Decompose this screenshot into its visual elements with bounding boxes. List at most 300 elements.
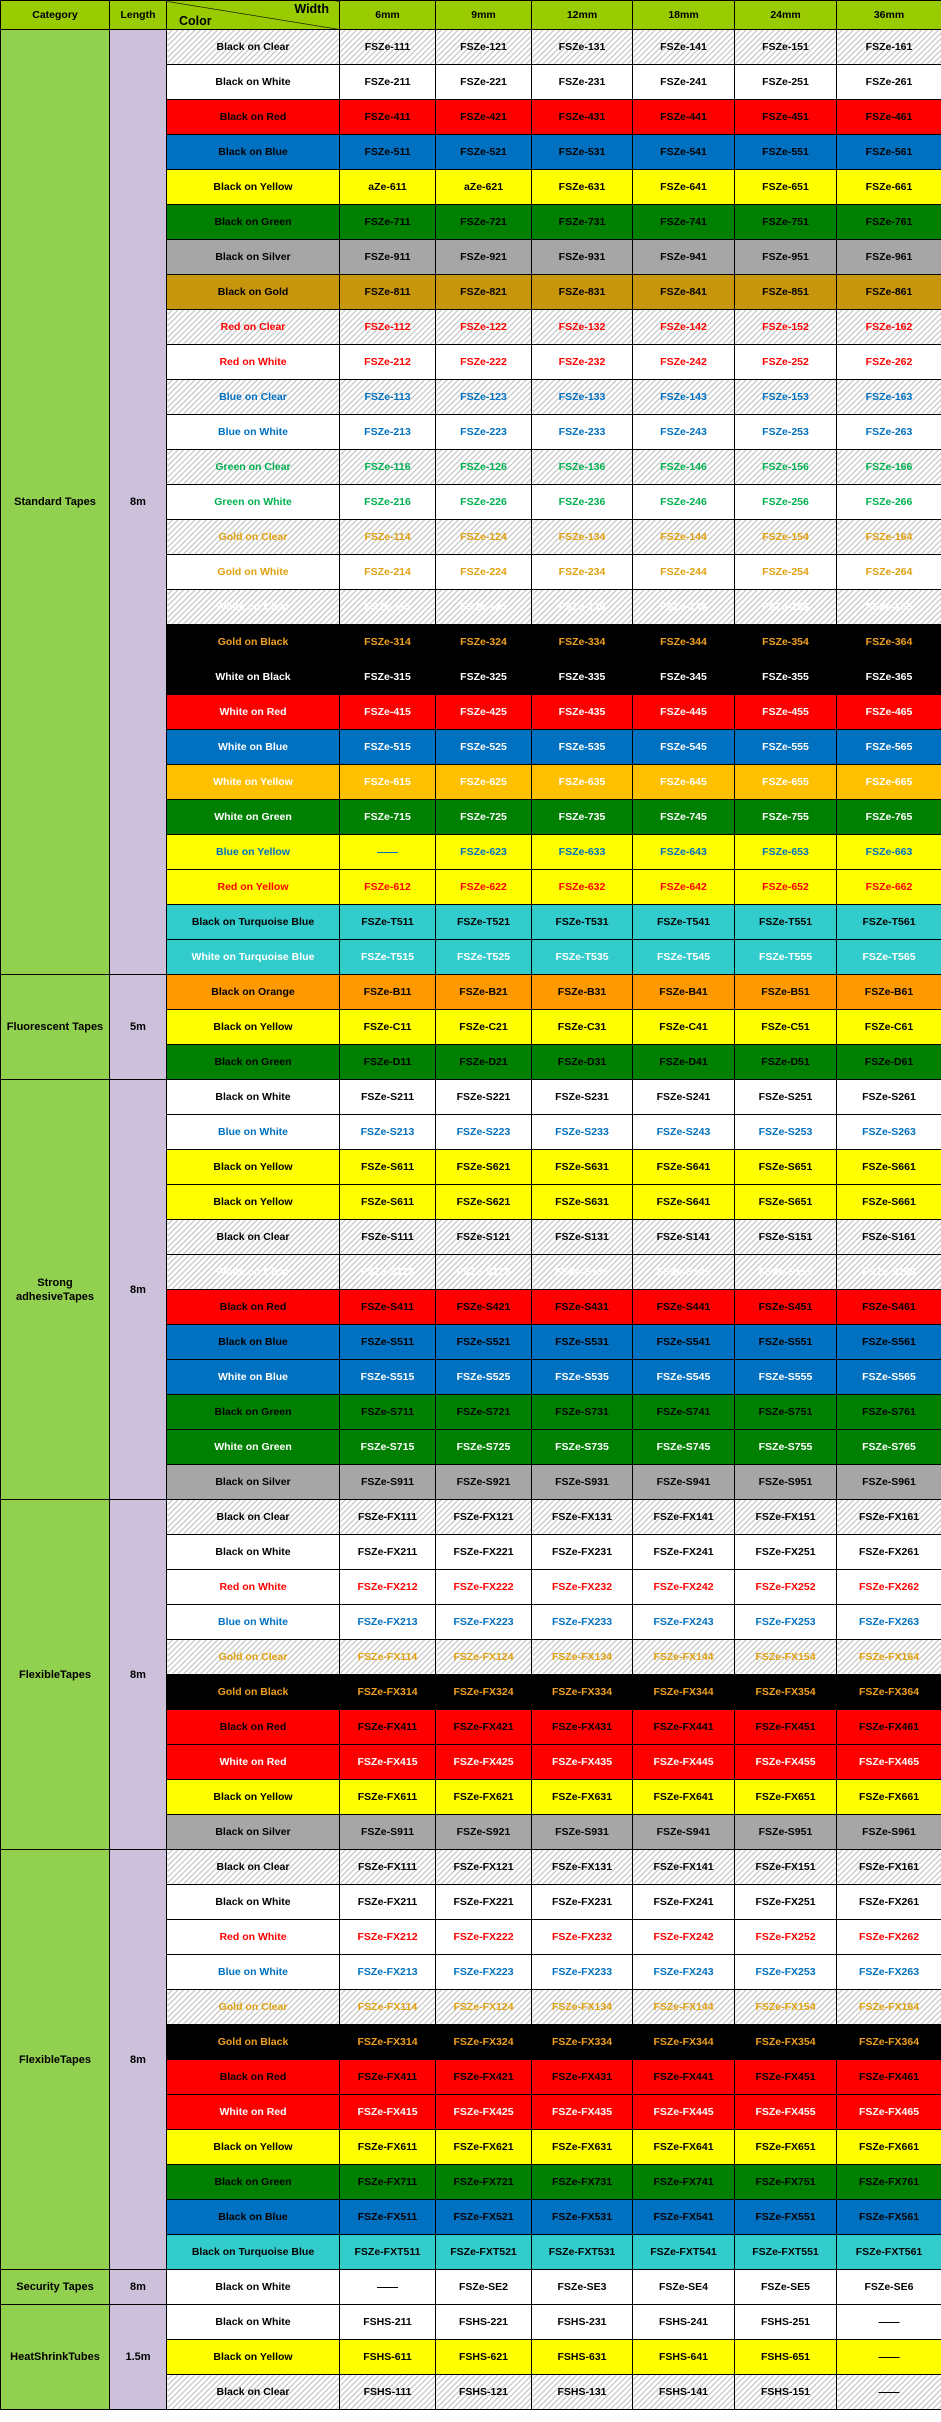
- part-number-cell: FSZe-B41: [633, 975, 735, 1010]
- part-number-cell: FSZe-FX164: [837, 1990, 941, 2025]
- part-number-cell: FSZe-164: [837, 520, 941, 555]
- part-number-cell: FSZe-FX611: [340, 1780, 436, 1815]
- part-number-cell: FSZe-T551: [735, 905, 837, 940]
- part-number-cell: FSZe-FX324: [436, 2025, 532, 2060]
- part-number-cell: FSZe-555: [735, 730, 837, 765]
- color-label-cell: Black on Red: [167, 100, 340, 135]
- part-number-cell: FSZe-FX241: [633, 1535, 735, 1570]
- part-number-cell: FSZe-D41: [633, 1045, 735, 1080]
- part-number-cell: FSZe-941: [633, 240, 735, 275]
- color-label-cell: Blue on White: [167, 415, 340, 450]
- part-number-cell: FSZe-116: [340, 450, 436, 485]
- part-number-cell: FSZe-243: [633, 415, 735, 450]
- color-label-cell: Black on Yellow: [167, 2340, 340, 2375]
- part-number-cell: FSZe-S711: [340, 1395, 436, 1430]
- part-number-cell: FSZe-B11: [340, 975, 436, 1010]
- part-number-cell: FSZe-136: [532, 450, 633, 485]
- part-number-cell: FSZe-FX164: [837, 1640, 941, 1675]
- part-number-cell: FSZe-C21: [436, 1010, 532, 1045]
- color-label-cell: Gold on White: [167, 555, 340, 590]
- part-number-cell: FSZe-421: [436, 100, 532, 135]
- part-number-cell: FSZe-FX334: [532, 2025, 633, 2060]
- part-number-cell: FSZe-FX441: [633, 2060, 735, 2095]
- part-number-cell: FSZe-FX431: [532, 1710, 633, 1745]
- part-number-cell: FSHS-131: [532, 2375, 633, 2410]
- part-number-cell: ——: [837, 2375, 941, 2410]
- part-number-cell: FSZe-FX415: [340, 2095, 436, 2130]
- part-number-cell: FSZe-146: [633, 450, 735, 485]
- table-row: [1, 2270, 941, 2305]
- part-number-cell: FSZe-731: [532, 205, 633, 240]
- part-number-cell: FSZe-114: [340, 520, 436, 555]
- part-number-cell: FSZe-SE2: [436, 2270, 532, 2305]
- color-label-cell: Blue on Yellow: [167, 835, 340, 870]
- part-number-cell: FSZe-256: [735, 485, 837, 520]
- part-number-cell: FSZe-FXT551: [735, 2235, 837, 2270]
- part-number-cell: FSZe-262: [837, 345, 941, 380]
- part-number-cell: FSZe-FX421: [436, 2060, 532, 2095]
- color-label-cell: Black on White: [167, 1535, 340, 1570]
- length-cell: 8m: [110, 30, 167, 975]
- part-number-cell: FSZe-FX233: [532, 1605, 633, 1640]
- part-number-cell: FSZe-631: [532, 170, 633, 205]
- color-label-cell: Black on Green: [167, 205, 340, 240]
- part-number-cell: FSZe-S621: [436, 1185, 532, 1220]
- part-number-cell: FSZe-121: [436, 30, 532, 65]
- color-label-cell: Black on Clear: [167, 30, 340, 65]
- part-number-cell: FSZe-FX344: [633, 2025, 735, 2060]
- part-number-cell: FSZe-T525: [436, 940, 532, 975]
- part-number-cell: FSZe-FX114: [340, 1990, 436, 2025]
- part-number-cell: ——: [340, 2270, 436, 2305]
- part-number-cell: FSZe-S231: [532, 1080, 633, 1115]
- part-number-cell: FSZe-B61: [837, 975, 941, 1010]
- part-number-cell: FSZe-715: [340, 800, 436, 835]
- part-number-cell: ——: [837, 2305, 941, 2340]
- part-number-cell: FSZe-FX232: [532, 1570, 633, 1605]
- table-row: [1, 1850, 941, 1885]
- part-number-cell: FSZe-FX651: [735, 2130, 837, 2165]
- part-number-cell: FSZe-655: [735, 765, 837, 800]
- part-number-cell: FSZe-SE3: [532, 2270, 633, 2305]
- color-label-cell: Black on Yellow: [167, 2130, 340, 2165]
- part-number-cell: FSZe-S961: [837, 1815, 941, 1850]
- part-number-cell: FSZe-334: [532, 625, 633, 660]
- part-number-cell: FSZe-S531: [532, 1325, 633, 1360]
- part-number-cell: FSZe-S131: [532, 1220, 633, 1255]
- part-number-cell: FSZe-T535: [532, 940, 633, 975]
- part-number-cell: FSZe-FX233: [532, 1955, 633, 1990]
- part-number-cell: FSZe-246: [633, 485, 735, 520]
- part-number-cell: FSZe-154: [735, 520, 837, 555]
- part-number-cell: FSZe-345: [633, 660, 735, 695]
- part-number-cell: FSZe-344: [633, 625, 735, 660]
- part-number-cell: FSHS-141: [633, 2375, 735, 2410]
- part-number-cell: FSZe-745: [633, 800, 735, 835]
- part-number-cell: FSHS-121: [436, 2375, 532, 2410]
- category-cell: FlexibleTapes: [1, 1850, 110, 2270]
- part-number-cell: FSZe-FX751: [735, 2165, 837, 2200]
- part-number-cell: FSZe-FX641: [633, 2130, 735, 2165]
- part-number-cell: FSHS-631: [532, 2340, 633, 2375]
- part-number-cell: FSZe-FX411: [340, 1710, 436, 1745]
- part-number-cell: FSZe-S735: [532, 1430, 633, 1465]
- color-label-cell: Blue on White: [167, 1115, 340, 1150]
- part-number-cell: FSZe-354: [735, 625, 837, 660]
- part-number-cell: FSZe-S541: [633, 1325, 735, 1360]
- header-row: [1, 1, 941, 30]
- part-number-cell: FSZe-645: [633, 765, 735, 800]
- part-number-cell: FSZe-FX111: [340, 1500, 436, 1535]
- color-label-cell: White on Turquoise Blue: [167, 940, 340, 975]
- part-number-cell: FSZe-S641: [633, 1150, 735, 1185]
- color-label-cell: Black on Green: [167, 1395, 340, 1430]
- part-number-cell: FSZe-T541: [633, 905, 735, 940]
- part-number-cell: FSZe-FX243: [633, 1955, 735, 1990]
- part-number-cell: FSZe-223: [436, 415, 532, 450]
- color-label-cell: Green on White: [167, 485, 340, 520]
- part-number-cell: FSZe-FX134: [532, 1640, 633, 1675]
- color-label-cell: Red on White: [167, 1570, 340, 1605]
- part-number-cell: FSZe-226: [436, 485, 532, 520]
- part-number-cell: FSZe-841: [633, 275, 735, 310]
- part-number-cell: FSZe-T515: [340, 940, 436, 975]
- part-number-cell: FSZe-661: [837, 170, 941, 205]
- part-number-cell: FSZe-124: [436, 520, 532, 555]
- part-number-cell: FSZe-FX252: [735, 1570, 837, 1605]
- part-number-cell: FSZe-252: [735, 345, 837, 380]
- part-number-cell: FSZe-S241: [633, 1080, 735, 1115]
- category-cell: Fluorescent Tapes: [1, 975, 110, 1080]
- part-number-cell: FSZe-162: [837, 310, 941, 345]
- part-number-cell: FSZe-FX661: [837, 1780, 941, 1815]
- part-number-cell: FSZe-325: [436, 660, 532, 695]
- part-number-cell: FSHS-651: [735, 2340, 837, 2375]
- part-number-cell: FSZe-FX314: [340, 2025, 436, 2060]
- part-number-cell: FSHS-231: [532, 2305, 633, 2340]
- part-number-cell: FSZe-821: [436, 275, 532, 310]
- length-cell: 5m: [110, 975, 167, 1080]
- part-number-cell: FSZe-FX253: [735, 1955, 837, 1990]
- part-number-cell: FSZe-FX141: [633, 1500, 735, 1535]
- part-number-cell: FSZe-541: [633, 135, 735, 170]
- part-number-cell: FSZe-FX131: [532, 1500, 633, 1535]
- part-number-cell: FSZe-FX262: [837, 1920, 941, 1955]
- color-label-cell: Red on Clear: [167, 310, 340, 345]
- part-number-cell: FSZe-FX721: [436, 2165, 532, 2200]
- part-number-cell: FSZe-261: [837, 65, 941, 100]
- part-number-cell: FSZe-831: [532, 275, 633, 310]
- part-number-cell: FSZe-FX445: [633, 2095, 735, 2130]
- part-number-cell: FSZe-755: [735, 800, 837, 835]
- length-header: Length: [110, 1, 167, 30]
- part-number-cell: FSZe-735: [532, 800, 633, 835]
- part-number-cell: FSZe-142: [633, 310, 735, 345]
- part-number-cell: FSZe-213: [340, 415, 436, 450]
- part-number-cell: FSZe-FX465: [837, 2095, 941, 2130]
- part-number-cell: FSZe-115: [340, 590, 436, 625]
- color-label-cell: Blue on White: [167, 1605, 340, 1640]
- part-number-cell: FSZe-D11: [340, 1045, 436, 1080]
- part-number-cell: FSZe-S721: [436, 1395, 532, 1430]
- part-number-cell: FSZe-S731: [532, 1395, 633, 1430]
- part-number-cell: FSZe-364: [837, 625, 941, 660]
- part-number-cell: FSZe-C51: [735, 1010, 837, 1045]
- color-label-cell: Black on Silver: [167, 1815, 340, 1850]
- color-label-cell: Black on Clear: [167, 1850, 340, 1885]
- part-number-cell: FSZe-163: [837, 380, 941, 415]
- color-label-cell: Black on Silver: [167, 1465, 340, 1500]
- width-header-6mm: 6mm: [340, 1, 436, 30]
- part-number-cell: FSZe-622: [436, 870, 532, 905]
- part-number-cell: FSZe-S921: [436, 1465, 532, 1500]
- part-number-cell: FSZe-233: [532, 415, 633, 450]
- part-number-cell: FSHS-151: [735, 2375, 837, 2410]
- length-cell: 8m: [110, 2270, 167, 2305]
- part-number-cell: FSZe-455: [735, 695, 837, 730]
- part-number-cell: FSZe-166: [837, 450, 941, 485]
- part-number-cell: FSZe-C11: [340, 1010, 436, 1045]
- part-number-cell: FSZe-FX521: [436, 2200, 532, 2235]
- width-header-12mm: 12mm: [532, 1, 633, 30]
- part-number-cell: FSZe-S125: [436, 1255, 532, 1290]
- part-number-cell: FSZe-S941: [633, 1465, 735, 1500]
- part-number-cell: FSZe-FX241: [633, 1885, 735, 1920]
- part-number-cell: FSZe-633: [532, 835, 633, 870]
- color-label-cell: Black on Clear: [167, 1500, 340, 1535]
- part-number-cell: FSZe-314: [340, 625, 436, 660]
- part-number-cell: FSZe-SE5: [735, 2270, 837, 2305]
- part-number-cell: FSHS-241: [633, 2305, 735, 2340]
- part-number-cell: FSZe-FX223: [436, 1955, 532, 1990]
- part-number-cell: FSZe-S263: [837, 1115, 941, 1150]
- category-header: Category: [1, 1, 110, 30]
- part-number-cell: FSHS-111: [340, 2375, 436, 2410]
- part-number-cell: FSZe-T555: [735, 940, 837, 975]
- part-number-cell: FSZe-FX431: [532, 2060, 633, 2095]
- part-number-cell: FSZe-S911: [340, 1815, 436, 1850]
- table-body: [1, 30, 941, 2410]
- part-number-cell: FSZe-FX541: [633, 2200, 735, 2235]
- width-header-18mm: 18mm: [633, 1, 735, 30]
- part-number-cell: FSHS-251: [735, 2305, 837, 2340]
- part-number-cell: FSZe-315: [340, 660, 436, 695]
- part-number-cell: FSZe-FX221: [436, 1535, 532, 1570]
- table-row: [1, 2305, 941, 2340]
- part-number-cell: FSZe-642: [633, 870, 735, 905]
- part-number-cell: FSZe-234: [532, 555, 633, 590]
- part-number-cell: FSZe-FX242: [633, 1920, 735, 1955]
- part-number-cell: FSZe-S951: [735, 1465, 837, 1500]
- part-number-cell: FSZe-113: [340, 380, 436, 415]
- part-number-cell: FSZe-266: [837, 485, 941, 520]
- part-number-cell: FSZe-FX621: [436, 1780, 532, 1815]
- part-number-cell: FSZe-S631: [532, 1185, 633, 1220]
- part-number-cell: FSZe-135: [532, 590, 633, 625]
- part-number-cell: FSZe-FX231: [532, 1885, 633, 1920]
- part-number-cell: FSZe-222: [436, 345, 532, 380]
- part-number-cell: FSZe-FX212: [340, 1920, 436, 1955]
- width-header-9mm: 9mm: [436, 1, 532, 30]
- part-number-cell: FSZe-D51: [735, 1045, 837, 1080]
- part-number-cell: FSZe-511: [340, 135, 436, 170]
- color-label-cell: White on Blue: [167, 1360, 340, 1395]
- color-label-cell: Black on Turquoise Blue: [167, 905, 340, 940]
- part-number-cell: FSZe-S141: [633, 1220, 735, 1255]
- category-cell: Standard Tapes: [1, 30, 110, 975]
- part-number-cell: FSZe-S151: [735, 1220, 837, 1255]
- part-number-cell: FSZe-T521: [436, 905, 532, 940]
- part-number-cell: FSZe-FX621: [436, 2130, 532, 2165]
- part-number-cell: FSZe-FX511: [340, 2200, 436, 2235]
- part-number-cell: FSZe-236: [532, 485, 633, 520]
- part-number-cell: FSZe-FX261: [837, 1535, 941, 1570]
- part-number-cell: FSZe-641: [633, 170, 735, 205]
- part-number-cell: FSZe-S621: [436, 1150, 532, 1185]
- part-number-cell: FSZe-FX461: [837, 2060, 941, 2095]
- part-number-cell: FSZe-FX451: [735, 2060, 837, 2095]
- part-number-cell: FSZe-FX461: [837, 1710, 941, 1745]
- part-number-cell: FSZe-S765: [837, 1430, 941, 1465]
- part-number-cell: FSZe-242: [633, 345, 735, 380]
- color-label-cell: Black on White: [167, 1080, 340, 1115]
- part-number-cell: FSZe-FX741: [633, 2165, 735, 2200]
- part-number-cell: FSZe-FX114: [340, 1640, 436, 1675]
- color-label-cell: Black on Blue: [167, 135, 340, 170]
- part-number-cell: FSZe-FX451: [735, 1710, 837, 1745]
- part-number-cell: ——: [340, 835, 436, 870]
- color-label-cell: Gold on Clear: [167, 520, 340, 555]
- part-number-cell: FSZe-FX213: [340, 1955, 436, 1990]
- length-cell: 8m: [110, 1500, 167, 1850]
- part-number-cell: FSZe-FX213: [340, 1605, 436, 1640]
- part-number-cell: FSZe-FX531: [532, 2200, 633, 2235]
- part-number-cell: FSHS-611: [340, 2340, 436, 2375]
- color-label-cell: Black on Blue: [167, 1325, 340, 1360]
- color-label-cell: White on Green: [167, 800, 340, 835]
- part-number-cell: FSZe-S421: [436, 1290, 532, 1325]
- color-label-cell: Black on Green: [167, 2165, 340, 2200]
- length-cell: 8m: [110, 1850, 167, 2270]
- part-number-cell: FSZe-S155: [735, 1255, 837, 1290]
- category-cell: Strong adhesiveTapes: [1, 1080, 110, 1500]
- color-label-cell: Black on Blue: [167, 2200, 340, 2235]
- part-number-cell: FSZe-S111: [340, 1220, 436, 1255]
- part-number-cell: FSZe-911: [340, 240, 436, 275]
- part-number-cell: FSZe-S233: [532, 1115, 633, 1150]
- part-number-cell: FSZe-951: [735, 240, 837, 275]
- category-cell: HeatShrinkTubes: [1, 2305, 110, 2410]
- table-row: [1, 1080, 941, 1115]
- part-number-cell: FSZe-S555: [735, 1360, 837, 1395]
- part-number-cell: FSZe-663: [837, 835, 941, 870]
- part-number-cell: FSZe-662: [837, 870, 941, 905]
- part-number-cell: FSZe-FXT511: [340, 2235, 436, 2270]
- part-number-cell: FSZe-S611: [340, 1150, 436, 1185]
- part-number-cell: FSZe-S135: [532, 1255, 633, 1290]
- part-number-cell: FSZe-S515: [340, 1360, 436, 1395]
- part-number-cell: FSZe-C61: [837, 1010, 941, 1045]
- color-label-cell: Black on Silver: [167, 240, 340, 275]
- part-number-cell: FSZe-652: [735, 870, 837, 905]
- color-label-cell: Gold on Clear: [167, 1990, 340, 2025]
- part-number-cell: FSZe-S941: [633, 1815, 735, 1850]
- part-number-cell: FSZe-FX455: [735, 2095, 837, 2130]
- part-number-cell: FSZe-FX711: [340, 2165, 436, 2200]
- color-label-cell: Black on Gold: [167, 275, 340, 310]
- part-number-cell: FSZe-D61: [837, 1045, 941, 1080]
- part-number-cell: FSZe-S725: [436, 1430, 532, 1465]
- part-number-cell: FSZe-FX354: [735, 2025, 837, 2060]
- part-number-cell: FSZe-134: [532, 520, 633, 555]
- part-number-cell: FSZe-112: [340, 310, 436, 345]
- part-number-cell: FSZe-623: [436, 835, 532, 870]
- part-number-cell: FSZe-FX611: [340, 2130, 436, 2165]
- part-number-cell: FSZe-221: [436, 65, 532, 100]
- part-number-cell: FSZe-355: [735, 660, 837, 695]
- part-number-cell: FSZe-T511: [340, 905, 436, 940]
- color-label-cell: White on Clear: [167, 1255, 340, 1290]
- part-number-cell: FSZe-S535: [532, 1360, 633, 1395]
- part-number-cell: FSZe-S551: [735, 1325, 837, 1360]
- part-number-cell: FSZe-335: [532, 660, 633, 695]
- part-number-cell: FSZe-FX344: [633, 1675, 735, 1710]
- part-number-cell: FSZe-B51: [735, 975, 837, 1010]
- part-number-cell: FSZe-S611: [340, 1185, 436, 1220]
- part-number-cell: ——: [837, 2340, 941, 2375]
- part-number-cell: FSZe-FXT521: [436, 2235, 532, 2270]
- part-number-cell: FSZe-S121: [436, 1220, 532, 1255]
- part-number-cell: FSZe-251: [735, 65, 837, 100]
- color-label-cell: Black on Yellow: [167, 170, 340, 205]
- part-number-cell: FSZe-365: [837, 660, 941, 695]
- part-number-cell: FSZe-FX211: [340, 1885, 436, 1920]
- part-number-cell: FSZe-FX411: [340, 2060, 436, 2095]
- part-number-cell: FSZe-S741: [633, 1395, 735, 1430]
- part-number-cell: FSZe-141: [633, 30, 735, 65]
- table-row: [1, 1500, 941, 1535]
- part-number-cell: FSZe-153: [735, 380, 837, 415]
- part-number-cell: FSZe-S715: [340, 1430, 436, 1465]
- part-number-cell: FSZe-S651: [735, 1150, 837, 1185]
- part-number-cell: FSZe-FX151: [735, 1500, 837, 1535]
- part-number-cell: FSZe-FX334: [532, 1675, 633, 1710]
- part-number-cell: FSZe-445: [633, 695, 735, 730]
- part-number-cell: FSZe-S115: [340, 1255, 436, 1290]
- part-number-cell: FSZe-S641: [633, 1185, 735, 1220]
- part-number-cell: FSZe-D31: [532, 1045, 633, 1080]
- part-number-cell: FSZe-S221: [436, 1080, 532, 1115]
- color-label-cell: Blue on White: [167, 1955, 340, 1990]
- part-number-cell: FSZe-231: [532, 65, 633, 100]
- part-number-cell: FSZe-S211: [340, 1080, 436, 1115]
- part-number-cell: FSZe-151: [735, 30, 837, 65]
- part-number-cell: FSZe-FX121: [436, 1850, 532, 1885]
- part-number-cell: FSZe-531: [532, 135, 633, 170]
- part-number-cell: FSZe-SE6: [837, 2270, 941, 2305]
- part-number-cell: FSZe-921: [436, 240, 532, 275]
- part-number-cell: FSZe-FX441: [633, 1710, 735, 1745]
- part-number-cell: FSZe-232: [532, 345, 633, 380]
- part-number-cell: FSZe-156: [735, 450, 837, 485]
- part-number-cell: FSZe-FX151: [735, 1850, 837, 1885]
- part-number-cell: FSZe-FX121: [436, 1500, 532, 1535]
- part-number-cell: FSZe-212: [340, 345, 436, 380]
- part-number-cell: FSZe-761: [837, 205, 941, 240]
- part-number-cell: FSZe-FX124: [436, 1640, 532, 1675]
- part-number-cell: FSZe-FX263: [837, 1955, 941, 1990]
- part-number-cell: FSZe-263: [837, 415, 941, 450]
